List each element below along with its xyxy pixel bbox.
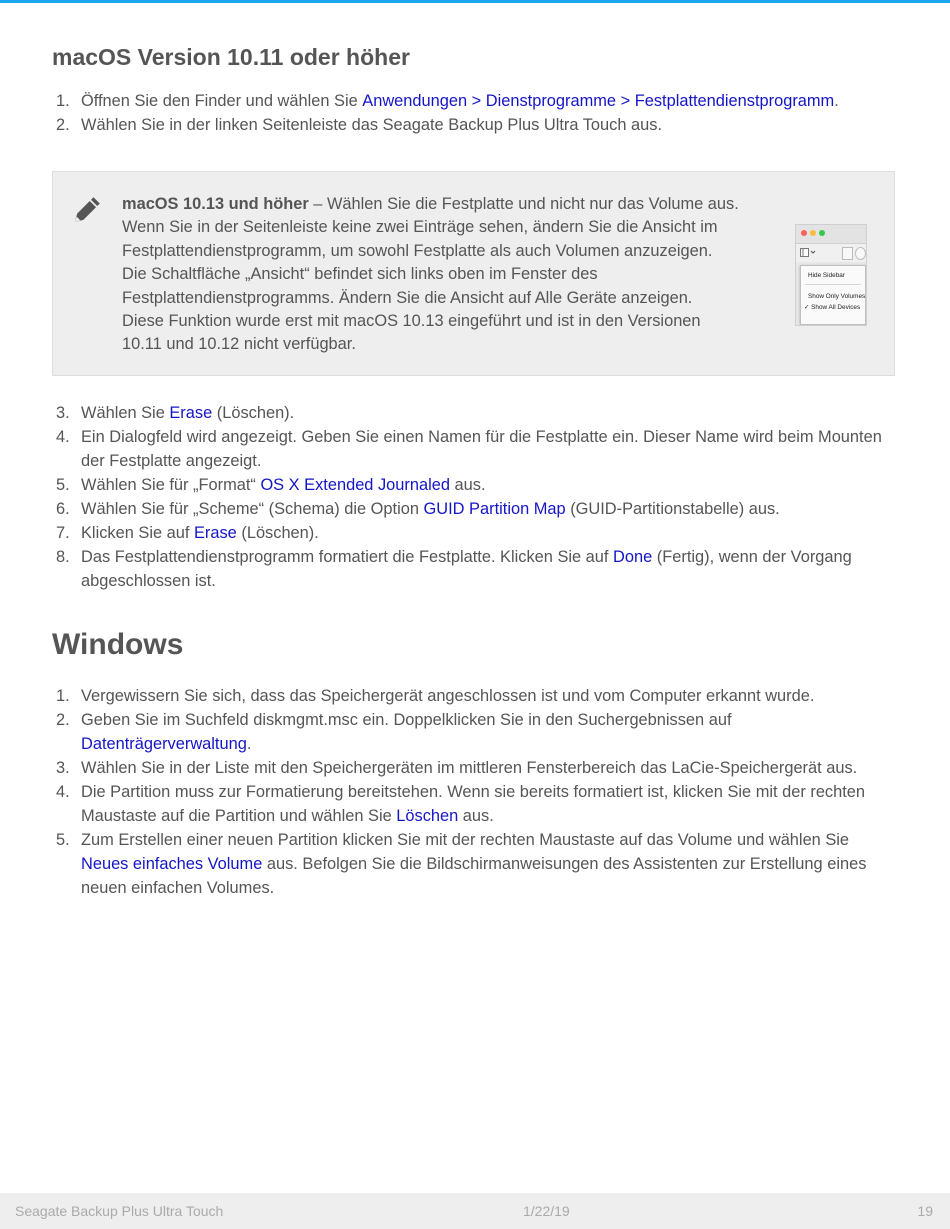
note-line: Festplattendienstprogramm, um sowohl Festplatte als auch Volumen anzuzeigen.	[122, 241, 713, 260]
toolbar-button-icon	[842, 247, 853, 260]
ui-term-link[interactable]: Neues einfaches Volume	[81, 855, 263, 873]
list-number: 7.	[56, 524, 70, 542]
list-text: .	[834, 92, 839, 110]
list-item	[52, 708, 900, 756]
window-toolbar	[796, 244, 867, 262]
list-number: 1.	[56, 92, 70, 110]
menu-item-show-only-volumes: Show Only Volumes	[808, 293, 866, 300]
list-text: aus. Befolgen Sie die Bildschirmanweisungen des Assistenten zur Erstellung eines neuen einfachen Volumes.	[81, 855, 867, 897]
note-line: Diese Funktion wurde erst mit macOS 10.13 eingeführt und ist in den Versionen	[122, 312, 701, 331]
list-text: Wählen Sie in der Liste mit den Speichergeräten im mittleren Fensterbereich das LaCie-Speichergerät aus.	[81, 759, 858, 777]
ui-term-link[interactable]: Datenträgerverwaltung	[81, 735, 247, 753]
page-footer	[0, 1193, 950, 1229]
steps-list-macos-b	[52, 401, 900, 593]
footer-date: 1/22/19	[523, 1203, 570, 1219]
list-text: aus.	[449, 476, 486, 494]
list-number: 3.	[56, 404, 70, 422]
list-text: Öffnen Sie den Finder und wählen Sie	[81, 92, 363, 110]
sidebar-view-icon	[800, 248, 816, 258]
list-item	[52, 521, 900, 545]
zoom-dot-icon	[819, 230, 825, 236]
footer-product: Seagate Backup Plus Ultra Touch	[15, 1203, 224, 1219]
close-dot-icon	[801, 230, 807, 236]
ui-term-link[interactable]: GUID Partition Map	[423, 500, 566, 518]
view-dropdown-menu	[800, 265, 866, 325]
ui-term-link[interactable]: Löschen	[396, 807, 459, 825]
ui-term-link[interactable]: Erase	[193, 524, 237, 542]
note-line: Die Schaltfläche „Ansicht“ befindet sich links oben im Fenster des	[122, 265, 598, 284]
note-line: 10.11 und 10.12 nicht verfügbar.	[122, 335, 356, 354]
list-item	[52, 473, 900, 497]
list-item	[52, 780, 900, 828]
list-number: 5.	[56, 831, 70, 849]
list-number: 2.	[56, 116, 70, 134]
list-text: Zum Erstellen einer neuen Partition klicken Sie mit der rechten Maustaste auf das Volume und wählen Sie	[81, 831, 850, 849]
list-number: 3.	[56, 759, 70, 777]
pencil-icon	[71, 196, 101, 226]
list-text: Klicken Sie auf	[81, 524, 194, 542]
list-item	[52, 684, 900, 708]
list-item	[52, 828, 900, 900]
top-accent-bar	[0, 0, 950, 3]
note-line: Festplattendienstprogramms. Ändern Sie die Ansicht auf Alle Geräte anzeigen.	[122, 288, 693, 307]
ui-term-link[interactable]: Done	[613, 548, 653, 566]
list-text: Vergewissern Sie sich, dass das Speichergerät angeschlossen ist und vom Computer erkannt wurde.	[81, 687, 815, 705]
list-text: Das Festplattendienstprogramm formatiert die Festplatte. Klicken Sie auf	[81, 548, 614, 566]
footer-page-number: 19	[917, 1203, 933, 1219]
list-item	[52, 545, 900, 593]
ui-term-link[interactable]: Anwendungen > Dienstprogramme > Festplattendienstprogramm	[362, 92, 835, 110]
list-number: 2.	[56, 711, 70, 729]
steps-list-windows	[52, 684, 900, 900]
list-text: Wählen Sie	[81, 404, 170, 422]
list-number: 4.	[56, 428, 70, 446]
note-line: – Wählen Sie die Festplatte und nicht nur das Volume aus.	[308, 195, 739, 213]
list-number: 4.	[56, 783, 70, 801]
list-item	[52, 497, 900, 521]
toolbar-button-icon	[855, 247, 866, 260]
note-box	[52, 171, 895, 376]
list-item	[52, 401, 900, 425]
view-menu-screenshot	[795, 224, 867, 326]
section-heading-macos: macOS Version 10.11 oder höher	[52, 44, 410, 70]
list-text: (Löschen).	[212, 404, 295, 422]
list-item	[52, 113, 900, 137]
list-text: Ein Dialogfeld wird angezeigt. Geben Sie einen Namen für die Festplatte ein. Dieser Name wird beim Mounten der Festplatte angezeigt.	[81, 428, 882, 470]
list-text: Wählen Sie für „Scheme“ (Schema) die Option	[81, 500, 424, 518]
list-number: 6.	[56, 500, 70, 518]
list-text: Wählen Sie für „Format“	[81, 476, 261, 494]
section-heading-windows: Windows	[52, 628, 184, 661]
list-item	[52, 425, 900, 473]
list-text: Die Partition muss zur Formatierung bereitstehen. Wenn sie bereits formatiert ist, klicken Sie mit der rechten Maustaste auf die Partition und wählen Sie	[81, 783, 866, 825]
steps-list-macos-a	[52, 89, 900, 137]
menu-item-hide-sidebar: Hide Sidebar	[808, 272, 845, 279]
menu-item-show-all-devices: ✓ Show All Devices	[804, 304, 861, 311]
list-text: Geben Sie im Suchfeld diskmgmt.msc ein. Doppelklicken Sie in den Suchergebnissen auf	[81, 711, 732, 729]
menu-separator	[805, 284, 861, 285]
note-line: Wenn Sie in der Seitenleiste keine zwei Einträge sehen, ändern Sie die Ansicht im	[122, 218, 718, 237]
list-number: 5.	[56, 476, 70, 494]
ui-term-link[interactable]: Erase	[169, 404, 213, 422]
list-text: (GUID-Partitionstabelle) aus.	[565, 500, 780, 518]
window-titlebar	[796, 225, 867, 244]
list-item	[52, 89, 900, 113]
list-text: .	[246, 735, 252, 753]
list-text: aus.	[458, 807, 494, 825]
list-number: 1.	[56, 687, 70, 705]
minimize-dot-icon	[810, 230, 816, 236]
list-text: (Fertig), wenn der Vorgang abgeschlossen ist.	[81, 548, 852, 590]
list-text: (Löschen).	[236, 524, 319, 542]
list-text: Wählen Sie in der linken Seitenleiste das Seagate Backup Plus Ultra Touch aus.	[81, 116, 662, 134]
ui-term-link[interactable]: OS X Extended Journaled	[260, 476, 450, 494]
note-bold-lead: macOS 10.13 und höher	[122, 195, 309, 213]
list-number: 8.	[56, 548, 70, 566]
note-text	[122, 193, 782, 357]
list-item	[52, 756, 900, 780]
